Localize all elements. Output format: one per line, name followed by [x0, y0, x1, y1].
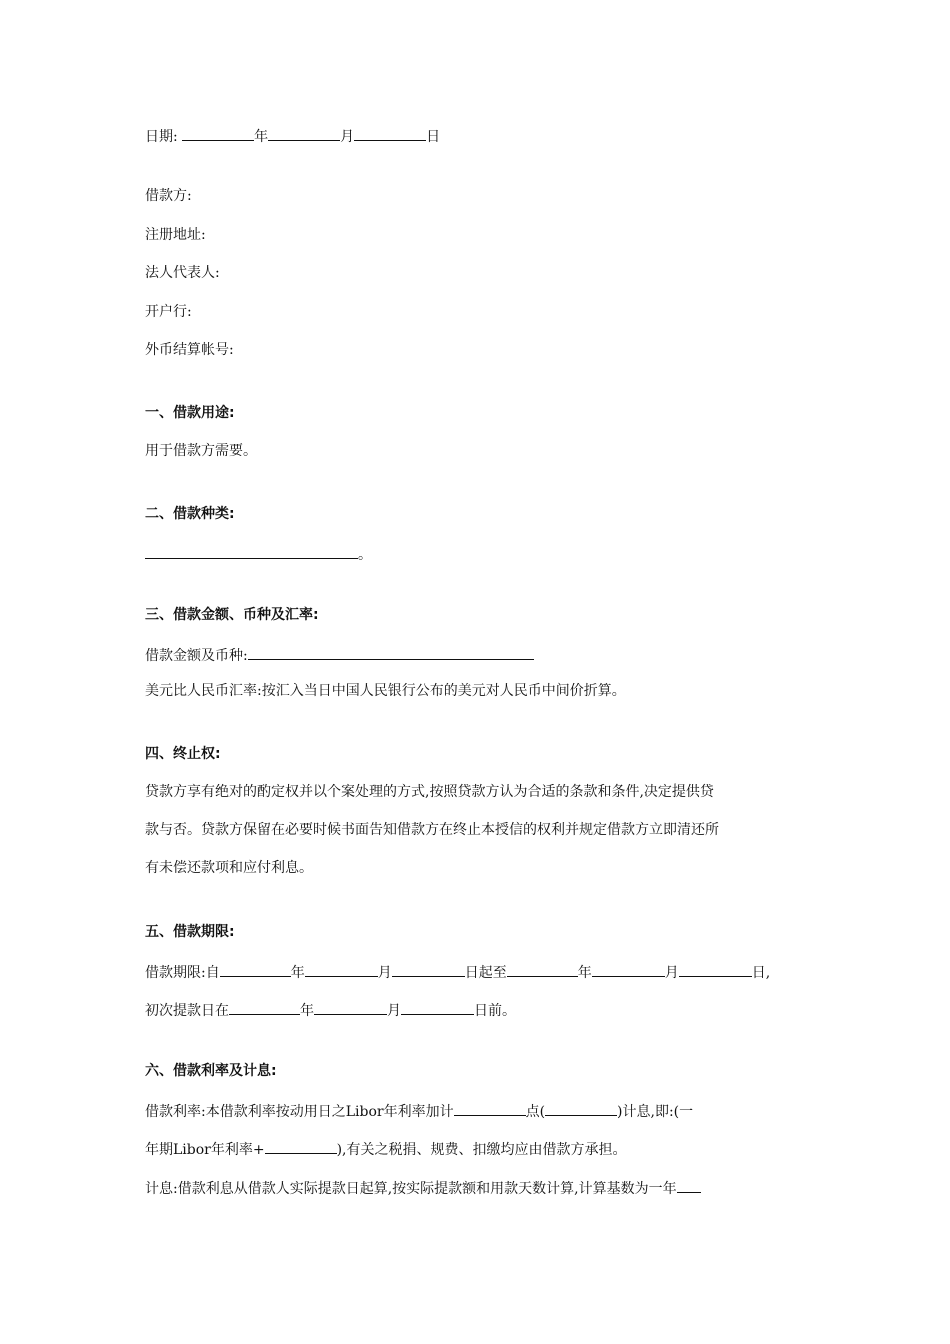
section4-title: 四、终止权:: [145, 746, 221, 762]
first-draw-year-label: 年: [300, 1003, 314, 1019]
section2-title: 二、借款种类:: [145, 506, 235, 522]
date-day-label: 日: [426, 129, 441, 145]
rate-line2-suffix: ),有关之税捐、规费、扣缴均应由借款方承担。: [336, 1142, 627, 1158]
rate-plus-blank: [265, 1137, 337, 1154]
first-draw-day-label: 日前。: [474, 1003, 516, 1019]
term-start-year-blank: [220, 960, 291, 977]
rate-points-blank: [454, 1099, 526, 1116]
term-start-day-blank: [392, 960, 465, 977]
section3-amount-line: [145, 643, 534, 663]
section6-interest-line: [145, 1176, 701, 1196]
first-draw-day-blank: [401, 998, 474, 1015]
date-year-blank: [182, 124, 254, 141]
section1-text: 用于借款方需要。: [145, 443, 257, 459]
loan-type-blank: [145, 542, 358, 559]
section6-rate-line1: [145, 1099, 693, 1119]
section6-rate-line2: [145, 1137, 627, 1157]
interest-days-blank: [677, 1176, 701, 1193]
term-end-month-label: 月: [664, 965, 679, 981]
section5-title: 五、借款期限:: [145, 924, 235, 940]
borrower-legal-rep-label: 法人代表人:: [145, 265, 220, 281]
term-end-day-blank: [679, 960, 752, 977]
date-day-blank: [354, 124, 426, 141]
borrower-bank-label: 开户行:: [145, 304, 192, 320]
borrower-name-label: 借款方:: [145, 188, 192, 204]
date-month-blank: [268, 124, 340, 141]
section2-line: [145, 542, 372, 562]
term-end-year-label: 年: [577, 965, 592, 981]
section5-first-draw-line: [145, 998, 516, 1018]
section4-line2: 款与否。贷款方保留在必要时候书面告知借款方在终止本授信的权利并规定借款方立即清还所: [145, 822, 719, 838]
amount-blank: [248, 643, 534, 660]
term-end-month-blank: [592, 960, 665, 977]
term-start-month-label: 月: [377, 965, 392, 981]
section3-title: 三、借款金额、币种及汇率:: [145, 607, 319, 623]
date-line: [145, 124, 440, 144]
term-end-year-blank: [507, 960, 578, 977]
term-start-month-blank: [305, 960, 378, 977]
section5-term-line: [145, 960, 770, 980]
section6-title: 六、借款利率及计息:: [145, 1063, 277, 1079]
first-draw-month-blank: [314, 998, 387, 1015]
section2-end: 。: [358, 547, 372, 563]
borrower-address-label: 注册地址:: [145, 227, 206, 243]
term-start-day-label: 日起至: [464, 965, 507, 981]
rate-points-label: 点(: [525, 1104, 546, 1120]
date-month-label: 月: [340, 129, 355, 145]
date-label: 日期:: [145, 129, 178, 145]
borrower-account-label: 外币结算帐号:: [145, 342, 234, 358]
date-year-label: 年: [254, 129, 269, 145]
rate-prefix: 借款利率:本借款利率按动用日之Libor年利率加计: [145, 1104, 454, 1120]
section3-rate-text: 美元比人民币汇率:按汇入当日中国人民银行公布的美元对人民币中间价折算。: [145, 683, 626, 699]
first-draw-year-blank: [229, 998, 300, 1015]
rate-line2-prefix: 年期Libor年利率+: [145, 1142, 265, 1158]
section4-line1: 贷款方享有绝对的酌定权并以个案处理的方式,按照贷款方认为合适的条款和条件,决定提供贷: [145, 784, 714, 800]
term-prefix: 借款期限:自: [145, 965, 220, 981]
first-draw-prefix: 初次提款日在: [145, 1003, 229, 1019]
term-end-day-label: 日,: [751, 965, 771, 981]
term-start-year-label: 年: [290, 965, 305, 981]
section1-title: 一、借款用途:: [145, 405, 235, 421]
amount-label: 借款金额及币种:: [145, 648, 248, 664]
rate-mid: )计息,即:(一: [617, 1104, 694, 1120]
rate-points-caps-blank: [545, 1099, 617, 1116]
section4-line3: 有未偿还款项和应付利息。: [145, 860, 313, 876]
interest-text: 计息:借款利息从借款人实际提款日起算,按实际提款额和用款天数计算,计算基数为一年: [145, 1181, 677, 1197]
first-draw-month-label: 月: [387, 1003, 401, 1019]
